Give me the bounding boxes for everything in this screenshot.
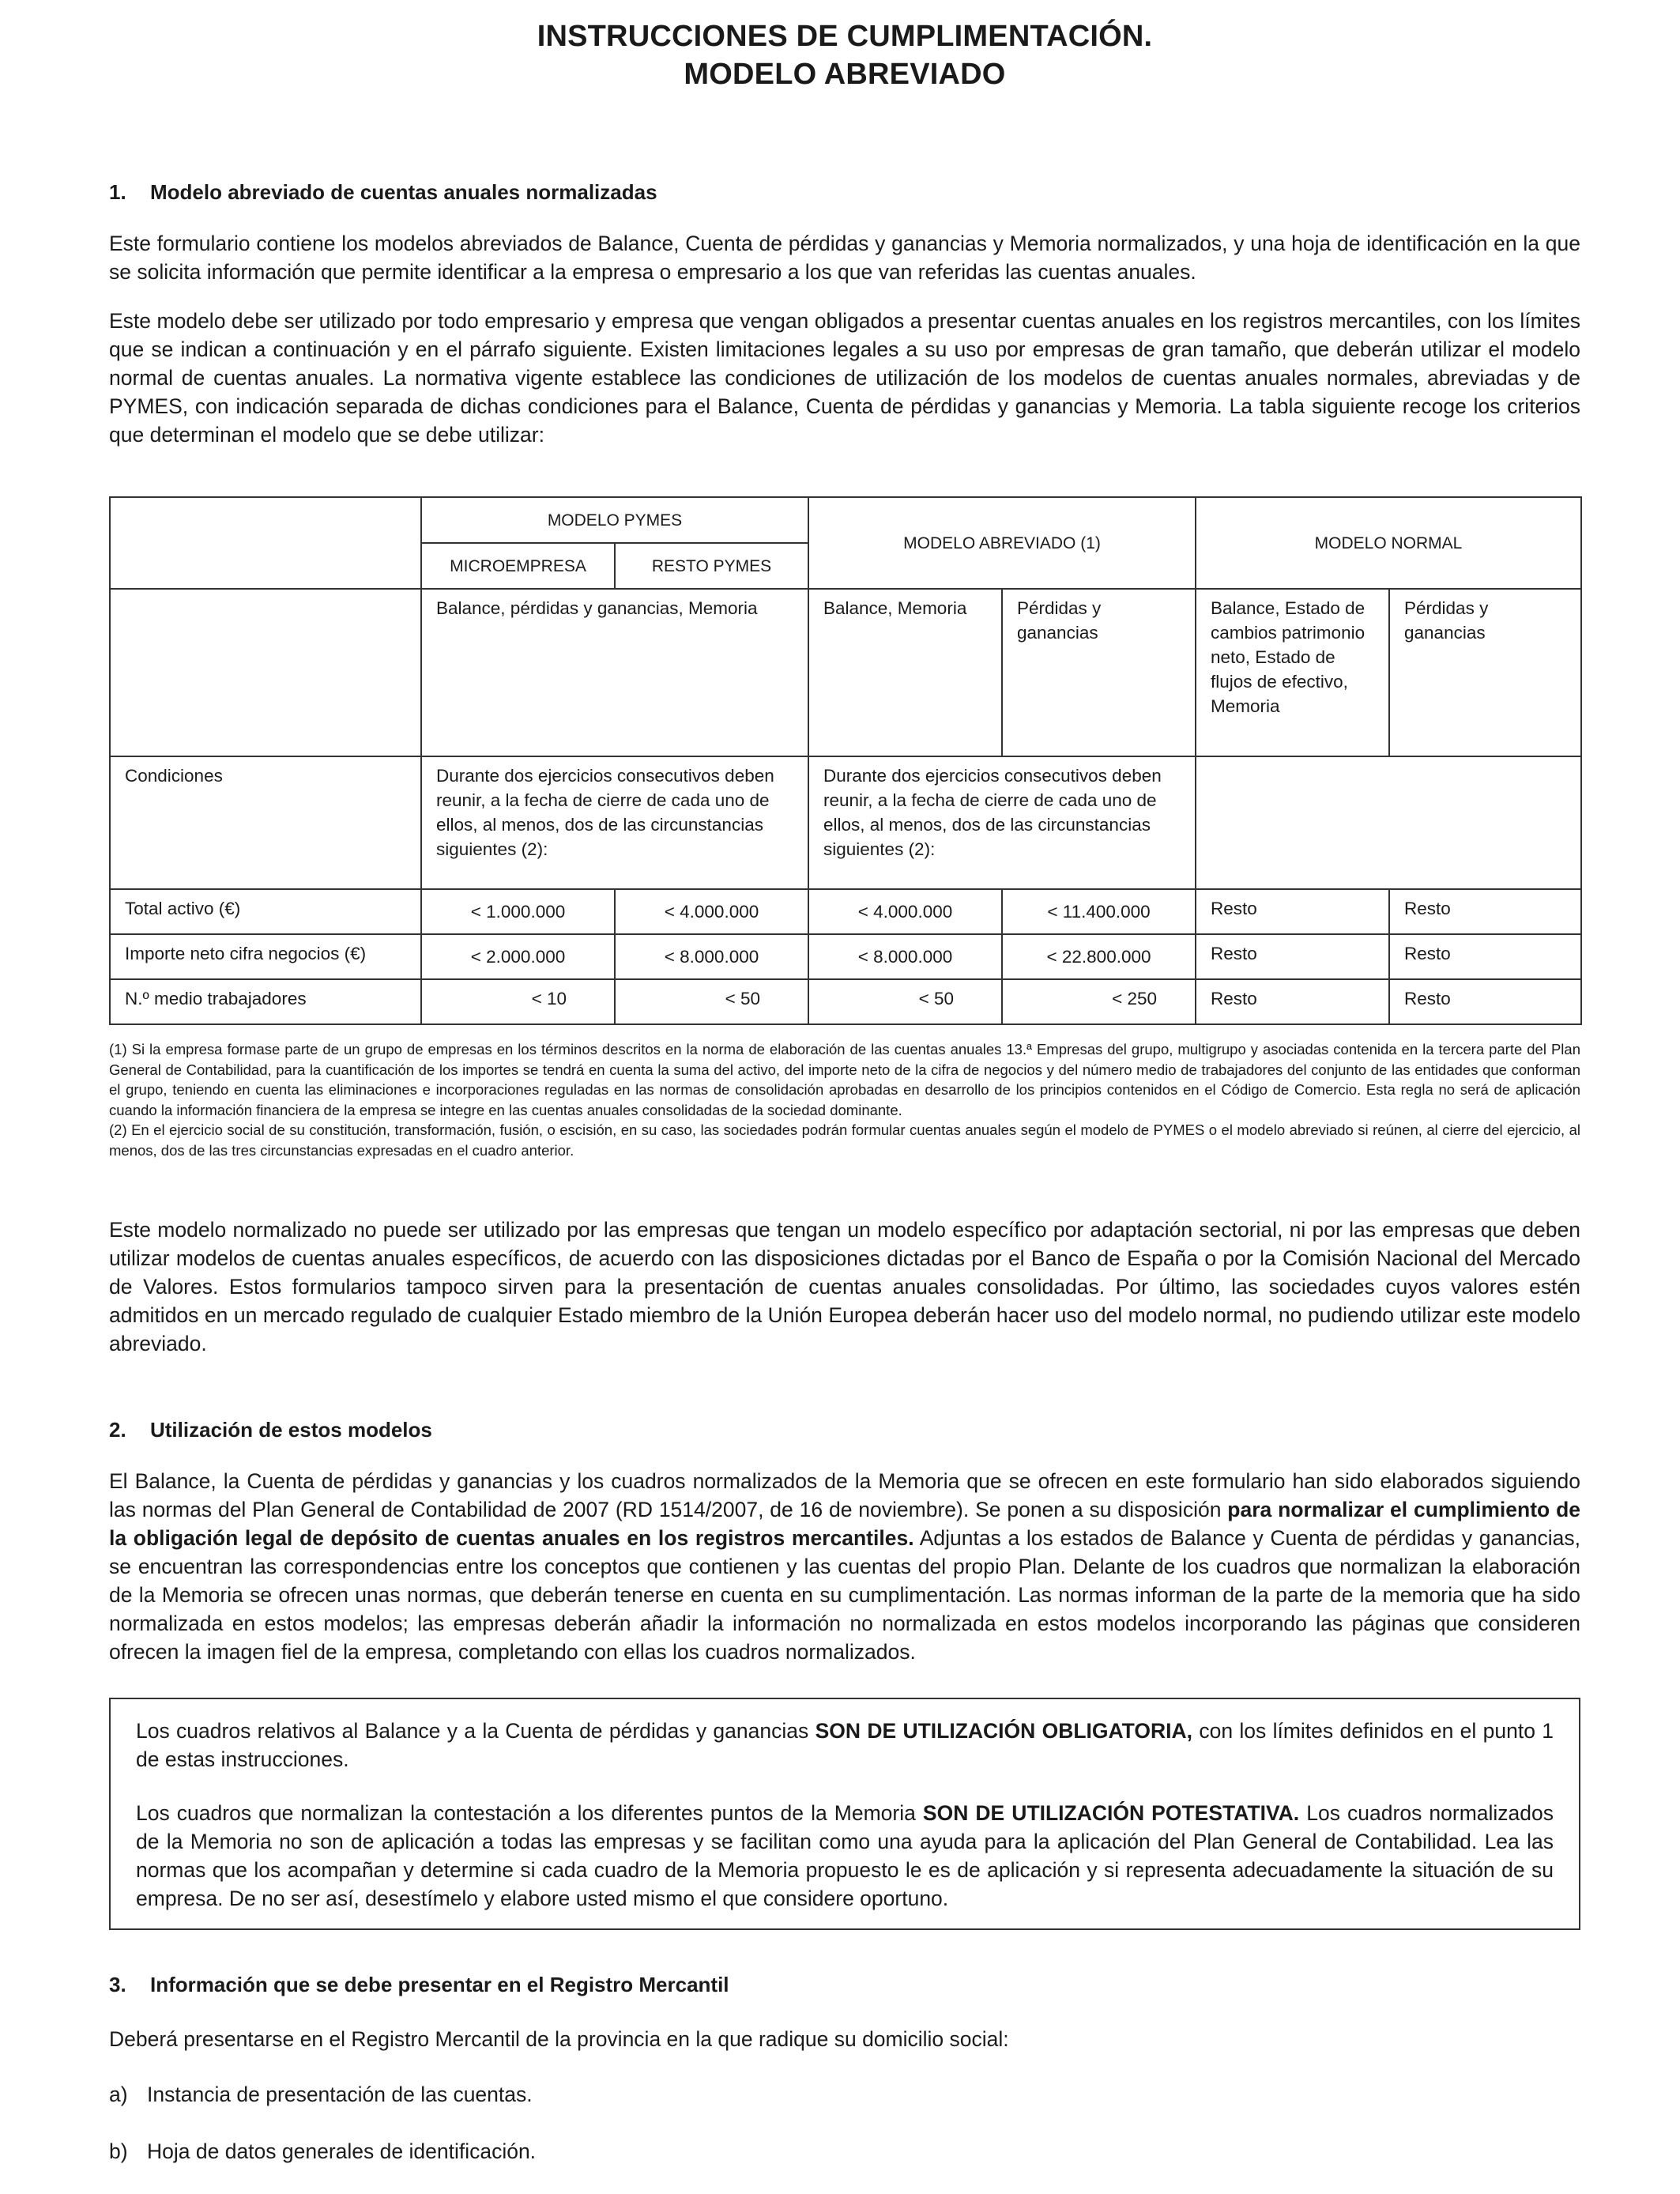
row-label: Importe neto cifra negocios (€) bbox=[110, 934, 421, 979]
conditions-normal bbox=[1196, 756, 1581, 889]
notice-paragraph-1 bbox=[136, 1717, 1554, 1774]
section-2-text-bold: para normalizar el cumplimiento de la obligación legal de depósito de cuentas anuales en los registros mercantiles. bbox=[109, 1498, 1581, 1550]
usage-notice-box bbox=[109, 1698, 1580, 1930]
section-2-heading bbox=[109, 1416, 1580, 1443]
conditions-abreviado: Durante dos ejercicios consecutivos deben reunir, a la fecha de cierre de cada uno de ellos, al menos, dos de las circunstancias siguientes (2): bbox=[808, 756, 1196, 889]
value-abreviado-balance: < 8.000.000 bbox=[808, 934, 1002, 979]
value-resto-pymes: < 50 bbox=[615, 979, 808, 1024]
docs-abreviado-balance: Balance, Memoria bbox=[808, 589, 1002, 756]
list-item-text: Hoja de datos generales de identificación. bbox=[147, 2139, 537, 2163]
header-modelo-pymes: MODELO PYMES bbox=[421, 497, 808, 543]
title-line-2: MODELO ABREVIADO bbox=[684, 58, 1006, 91]
section-2-number: 2. bbox=[109, 1418, 126, 1442]
header-modelo-abreviado: MODELO ABREVIADO (1) bbox=[808, 497, 1196, 589]
section-2-text-c: Adjuntas a los estados de Balance y Cuenta de pérdidas y ganancias, se encuentran las correspondencias entre los conceptos que contienen y las cuentas del propio Plan. Delante de los cuadros que normalizan la elaboración de la Memoria se ofrecen unas normas, que deberán tenerse en cuenta en su cumplimentación. Las normas informan de la parte de la memoria que ha sido normalizada en estos modelos; las empresas deberán añadir la información no normalizada en estos modelos incorporando las páginas que consideren ofrecen la imagen fiel de la empresa, completando con ellas los cuadros normalizados. bbox=[109, 1526, 1580, 1664]
header-microempresa: MICROEMPRESA bbox=[421, 543, 615, 589]
value-abreviado-pyg: < 22.800.000 bbox=[1002, 934, 1196, 979]
list-item bbox=[109, 2080, 1580, 2109]
notice-2-text-a: Los cuadros que normalizan la contestación a los diferentes puntos de la Memoria bbox=[136, 1801, 923, 1825]
row-label: Total activo (€) bbox=[110, 889, 421, 934]
section-1-title: Modelo abreviado de cuentas anuales normalizadas bbox=[150, 180, 657, 204]
section-3-heading bbox=[109, 1971, 1580, 1998]
value-normal-pyg: Resto bbox=[1389, 889, 1581, 934]
notice-paragraph-2 bbox=[136, 1799, 1554, 1913]
row-label: N.º medio trabajadores bbox=[110, 979, 421, 1024]
value-normal-balance: Resto bbox=[1196, 934, 1389, 979]
footnote-2: (2) En el ejercicio social de su constitución, transformación, fusión, o escisión, en su caso, las sociedades podrán formular cuentas anuales según el modelo de PYMES o el modelo abreviado si reúnen, al cierre del ejercicio, al menos, dos de las tres circunstancias expresadas en el cuadro anterior. bbox=[109, 1122, 1580, 1159]
conditions-pymes: Durante dos ejercicios consecutivos deben reunir, a la fecha de cierre de cada uno de ellos, al menos, dos de las circunstancias siguientes (2): bbox=[421, 756, 808, 889]
value-abreviado-balance: < 4.000.000 bbox=[808, 889, 1002, 934]
value-microempresa: < 1.000.000 bbox=[421, 889, 615, 934]
value-normal-balance: Resto bbox=[1196, 889, 1389, 934]
value-normal-balance: Resto bbox=[1196, 979, 1389, 1024]
notice-1-text-a: Los cuadros relativos al Balance y a la Cuenta de pérdidas y ganancias bbox=[136, 1719, 816, 1743]
section-3-intro: Deberá presentarse en el Registro Mercantil de la provincia en la que radique su domicilio social: bbox=[109, 2027, 1009, 2051]
notice-2-text-c: Los cuadros normalizados de la Memoria no son de aplicación a todas las empresas y se facilitan como una ayuda para la aplicación del Plan General de Contabilidad. Lea las normas que los acompañan y determine si cada cuadro de la Memoria propuesto le es de aplicación y si representa adecuadamente la situación de su empresa. De no ser así, desestímelo y elabore usted mismo el que considere oportuno. bbox=[136, 1801, 1554, 1910]
section-1-heading bbox=[109, 179, 1580, 205]
value-resto-pymes: < 8.000.000 bbox=[615, 934, 808, 979]
docs-pymes: Balance, pérdidas y ganancias, Memoria bbox=[421, 589, 808, 756]
value-abreviado-pyg: < 250 bbox=[1002, 979, 1196, 1024]
value-abreviado-pyg: < 11.400.000 bbox=[1002, 889, 1196, 934]
conditions-label: Condiciones bbox=[110, 756, 421, 889]
section-1-paragraph-1: Este formulario contiene los modelos abreviados de Balance, Cuenta de pérdidas y ganancias y Memoria normalizados, y una hoja de identificación en la que se solicita información que permite identificar a la empresa o empresario a los que van referidas las cuentas anuales. bbox=[109, 232, 1580, 284]
section-1-number: 1. bbox=[109, 180, 126, 204]
table-row bbox=[110, 889, 1581, 934]
value-resto-pymes: < 4.000.000 bbox=[615, 889, 808, 934]
list-item-label: a) bbox=[109, 2083, 128, 2106]
value-microempresa: < 10 bbox=[421, 979, 615, 1024]
value-microempresa: < 2.000.000 bbox=[421, 934, 615, 979]
document-title bbox=[109, 17, 1580, 93]
table-row bbox=[110, 979, 1581, 1024]
docs-label-cell bbox=[110, 589, 421, 756]
docs-abreviado-pyg: Pérdidas y ganancias bbox=[1002, 589, 1196, 756]
section-2-title: Utilización de estos modelos bbox=[150, 1418, 432, 1442]
section-1-paragraph-2: Este modelo debe ser utilizado por todo empresario y empresa que vengan obligados a presentar cuentas anuales en los registros mercantiles, con los límites que se indican a continuación y en el párrafo siguiente. Existen limitaciones legales a su uso por empresas de gran tamaño, que deberán utilizar el modelo normal de cuentas anuales. La normativa vigente establece las condiciones de utilización de los modelos de cuentas anuales normales, abreviadas y de PYMES, con indicación separada de dichas condiciones para el Balance, Cuenta de pérdidas y ganancias y Memoria. La tabla siguiente recoge los criterios que determinan el modelo que se debe utilizar: bbox=[109, 309, 1580, 447]
title-line-1: INSTRUCCIONES DE CUMPLIMENTACIÓN. bbox=[537, 20, 1153, 53]
criteria-table bbox=[109, 496, 1582, 1025]
notice-1-text-c: con los límites definidos en el punto 1 de estas instrucciones. bbox=[136, 1719, 1554, 1771]
paragraph-restrictions: Este modelo normalizado no puede ser utilizado por las empresas que tengan un modelo específico por adaptación sectorial, ni por las empresas que deben utilizar modelos de cuentas anuales específicos, de acuerdo con las disposiciones dictadas por el Banco de España o por la Comisión Nacional del Mercado de Valores. Estos formularios tampoco sirven para la presentación de cuentas anuales consolidadas. Por último, las sociedades cuyos valores estén admitidos en un mercado regulado de cualquier Estado miembro de la Unión Europea deberán hacer uso del modelo normal, no pudiendo utilizar este modelo abreviado. bbox=[109, 1218, 1580, 1355]
list-item-label: b) bbox=[109, 2139, 128, 2163]
footnote-1: (1) Si la empresa formase parte de un grupo de empresas en los términos descritos en la norma de elaboración de las cuentas anuales 13.ª Empresas del grupo, multigrupo y asociadas contenida en la tercera parte del Plan General de Contabilidad, para la cuantificación de los importes se tendrá en cuenta la suma del activo, del importe neto de la cifra de negocios y del número medio de trabajadores del conjunto de las entidades que conforman el grupo, teniendo en cuenta las eliminaciones e incorporaciones reguladas en las normas de consolidación aprobadas en desarrollo de los principios contenidos en el Código de Comercio. Esta regla no será de aplicación cuando la información financiera de la empresa se integre en las cuentas anuales consolidadas de la sociedad dominante. bbox=[109, 1041, 1580, 1118]
table-corner-cell bbox=[110, 497, 421, 589]
notice-2-text-bold: SON DE UTILIZACIÓN POTESTATIVA. bbox=[922, 1801, 1300, 1825]
header-modelo-normal: MODELO NORMAL bbox=[1196, 497, 1581, 589]
value-normal-pyg: Resto bbox=[1389, 934, 1581, 979]
value-abreviado-balance: < 50 bbox=[808, 979, 1002, 1024]
section-3-number: 3. bbox=[109, 1973, 126, 1996]
table-row bbox=[110, 934, 1581, 979]
docs-normal-balance: Balance, Estado de cambios patrimonio neto, Estado de flujos de efectivo, Memoria bbox=[1196, 589, 1389, 756]
header-resto-pymes: RESTO PYMES bbox=[615, 543, 808, 589]
value-normal-pyg: Resto bbox=[1389, 979, 1581, 1024]
notice-1-text-bold: SON DE UTILIZACIÓN OBLIGATORIA, bbox=[815, 1719, 1192, 1743]
document-page bbox=[109, 0, 1580, 2166]
list-item-text: Instancia de presentación de las cuentas. bbox=[147, 2083, 533, 2106]
list-item bbox=[109, 2137, 1580, 2166]
section-2-paragraph bbox=[109, 1467, 1580, 1666]
section-2-text-a: El Balance, la Cuenta de pérdidas y ganancias y los cuadros normalizados de la Memoria que se ofrecen en este formulario han sido elaborados siguiendo las normas del Plan General de Contabilidad de 2007 (RD 1514/2007, de 16 de noviembre). Se ponen a su disposición bbox=[109, 1469, 1580, 1521]
table-footnotes bbox=[109, 1039, 1580, 1160]
docs-normal-pyg: Pérdidas y ganancias bbox=[1389, 589, 1581, 756]
section-3-title: Información que se debe presentar en el Registro Mercantil bbox=[150, 1973, 729, 1996]
